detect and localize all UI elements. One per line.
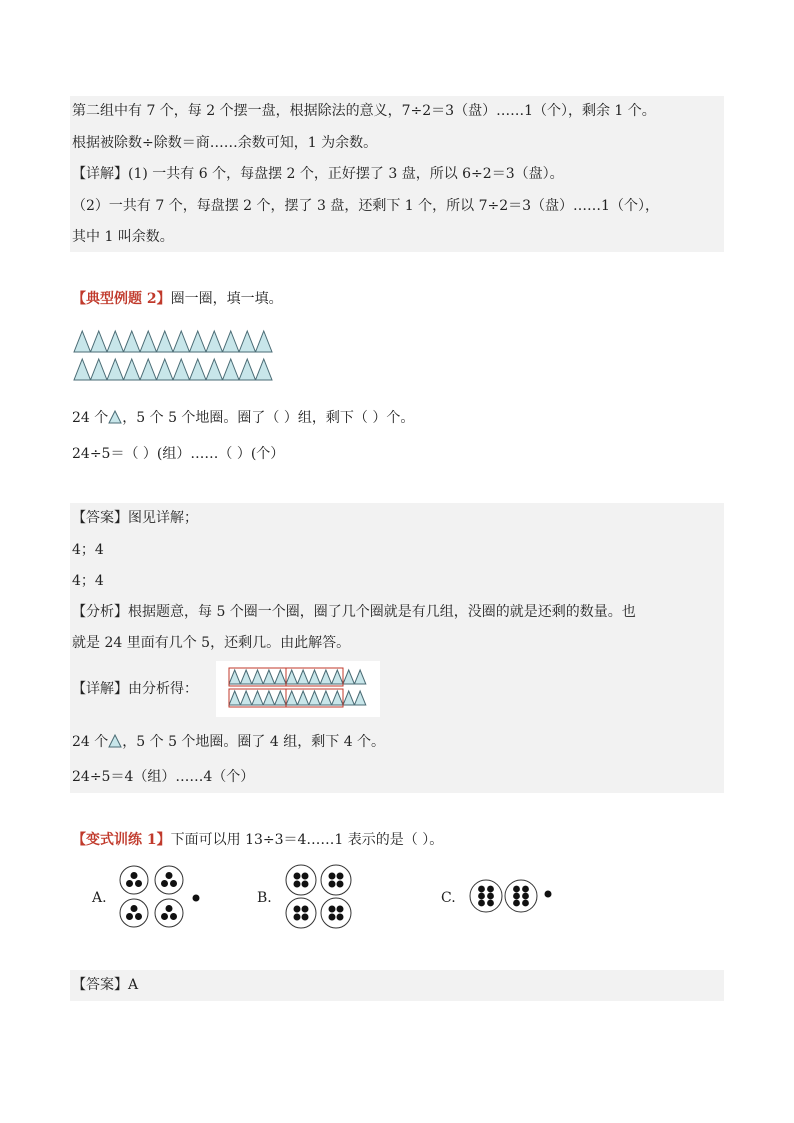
triangle <box>286 691 297 705</box>
dot <box>294 881 301 888</box>
option-a-figure <box>118 862 208 932</box>
triangle <box>275 691 286 705</box>
triangle <box>343 670 354 684</box>
dot <box>522 886 529 893</box>
dot <box>337 881 344 888</box>
triangle <box>297 691 308 705</box>
dot <box>302 881 309 888</box>
triangle <box>206 331 223 352</box>
triangle <box>239 331 256 352</box>
triangle <box>157 359 174 380</box>
answer-line: 【答案】A <box>72 977 139 993</box>
dot <box>166 872 173 879</box>
example-2-prompt: 圈一圈，填一填。 <box>170 291 283 307</box>
dot <box>478 893 485 900</box>
triangle <box>124 331 141 352</box>
option-c-figure <box>467 878 557 918</box>
dot <box>294 914 301 921</box>
triangle <box>91 331 108 352</box>
dot <box>337 914 344 921</box>
triangle <box>140 331 157 352</box>
group-circle <box>120 899 148 927</box>
result-line-2: 24÷5＝4（组）……4（个） <box>72 769 255 785</box>
exercise-heading <box>72 830 443 850</box>
example-2-label: 【典型例题 2】 <box>72 291 171 307</box>
triangle <box>286 670 297 684</box>
dot <box>135 913 142 920</box>
analysis-line: 【分析】根据题意，每 5 个圈一个圈，圈了几个圈就是有几组，没圈的就是还剩的数量。也 <box>72 604 636 620</box>
answer-block-3 <box>70 970 724 1001</box>
triangle <box>256 359 273 380</box>
triangle <box>223 359 240 380</box>
dot <box>329 881 336 888</box>
dot <box>170 913 177 920</box>
triangle <box>297 670 308 684</box>
dot <box>513 886 520 893</box>
triangle <box>190 359 207 380</box>
leftover-dot <box>545 891 552 898</box>
option-b-figure <box>282 862 362 932</box>
dot <box>487 886 494 893</box>
dot <box>337 906 344 913</box>
triangle <box>157 331 174 352</box>
text: ，5 个 5 个地圈。圈了（ ）组，剩下（ ）个。 <box>122 410 415 426</box>
dot <box>478 886 485 893</box>
triangle <box>206 359 223 380</box>
option-c-label: C. <box>441 890 456 906</box>
dot <box>166 905 173 912</box>
dot <box>329 906 336 913</box>
triangle <box>320 691 331 705</box>
leftover-dot <box>193 895 200 902</box>
triangle <box>343 691 354 705</box>
group-circle <box>470 880 502 912</box>
dot <box>329 914 336 921</box>
triangle <box>240 691 251 705</box>
triangle <box>309 670 320 684</box>
triangle <box>256 331 273 352</box>
dot <box>131 905 138 912</box>
detail-line: 【详解】由分析得： <box>72 681 198 697</box>
triangle-icon <box>108 734 122 748</box>
triangle <box>252 670 263 684</box>
exercise-1-label: 【变式训练 1】 <box>72 832 171 848</box>
group-circle <box>286 898 316 928</box>
triangle <box>229 670 240 684</box>
dot <box>329 873 336 880</box>
text: 24 个 <box>72 410 109 426</box>
dot <box>294 873 301 880</box>
answer-line: 4；4 <box>72 573 104 589</box>
triangle <box>332 691 343 705</box>
dot <box>513 893 520 900</box>
dot <box>522 893 529 900</box>
triangle-icon <box>108 410 122 424</box>
group-circle <box>505 880 537 912</box>
triangle <box>91 359 108 380</box>
dot <box>126 913 133 920</box>
triangle <box>124 359 141 380</box>
dot <box>161 880 168 887</box>
dot <box>487 900 494 907</box>
text: 24 个 <box>72 734 109 750</box>
triangle <box>107 359 124 380</box>
text-line: 其中 1 叫余数。 <box>72 229 174 245</box>
dot <box>478 900 485 907</box>
triangle <box>173 331 190 352</box>
dot <box>302 906 309 913</box>
text-line: 第二组中有 7 个，每 2 个摆一盘，根据除法的意义，7÷2＝3（盘）……1（个），剩余 1 个。 <box>72 103 656 119</box>
dot <box>522 900 529 907</box>
group-circle <box>321 898 351 928</box>
text-line: 【详解】(1) 一共有 6 个，每盘摆 2 个，正好摆了 3 盘，所以 6÷2＝3（盘）。 <box>72 166 564 182</box>
group-circle <box>321 865 351 895</box>
triangle <box>332 670 343 684</box>
circled-triangle-grid <box>229 667 379 707</box>
text-line: 根据被除数÷除数＝商……余数可知，1 为余数。 <box>72 135 378 151</box>
dot <box>513 900 520 907</box>
triangle <box>240 670 251 684</box>
answer-line: 【答案】图见详解； <box>72 510 198 526</box>
triangle <box>173 359 190 380</box>
triangle <box>239 359 256 380</box>
triangle <box>140 359 157 380</box>
triangle <box>74 359 91 380</box>
option-a-label: A. <box>92 890 107 906</box>
exercise-1-prompt: 下面可以用 13÷3＝4……1 表示的是（ ）。 <box>170 832 444 848</box>
option-b-label: B. <box>257 890 272 906</box>
question-line-1 <box>72 408 414 428</box>
answer-line: 4；4 <box>72 542 104 558</box>
analysis-line: 就是 24 里面有几个 5，还剩几。由此解答。 <box>72 635 351 651</box>
dot <box>135 880 142 887</box>
triangle <box>263 691 274 705</box>
dot <box>487 893 494 900</box>
dot <box>170 880 177 887</box>
triangle <box>107 331 124 352</box>
result-line-1 <box>72 732 385 752</box>
group-circle <box>155 899 183 927</box>
dot <box>302 914 309 921</box>
triangle <box>74 331 91 352</box>
dot <box>161 913 168 920</box>
triangle <box>252 691 263 705</box>
text-line: （2）一共有 7 个，每盘摆 2 个，摆了 3 盘，还剩下 1 个，所以 7÷2＝3（盘）……1（个）， <box>72 198 659 214</box>
triangle <box>190 331 207 352</box>
dot <box>337 873 344 880</box>
dot <box>294 906 301 913</box>
triangle <box>223 331 240 352</box>
triangle-grid <box>74 330 274 386</box>
triangle <box>263 670 274 684</box>
triangle <box>354 670 365 684</box>
dot <box>126 880 133 887</box>
text: ，5 个 5 个地圈。圈了 4 组，剩下 4 个。 <box>122 734 386 750</box>
triangle <box>309 691 320 705</box>
triangle <box>275 670 286 684</box>
example-heading <box>72 289 283 309</box>
triangle <box>320 670 331 684</box>
dot <box>302 873 309 880</box>
dot <box>131 872 138 879</box>
group-circle <box>120 866 148 894</box>
question-line-2: 24÷5＝（ ）(组）……（ ）(个） <box>72 446 285 462</box>
triangle <box>229 691 240 705</box>
group-circle <box>286 865 316 895</box>
triangle <box>354 691 365 705</box>
group-circle <box>155 866 183 894</box>
